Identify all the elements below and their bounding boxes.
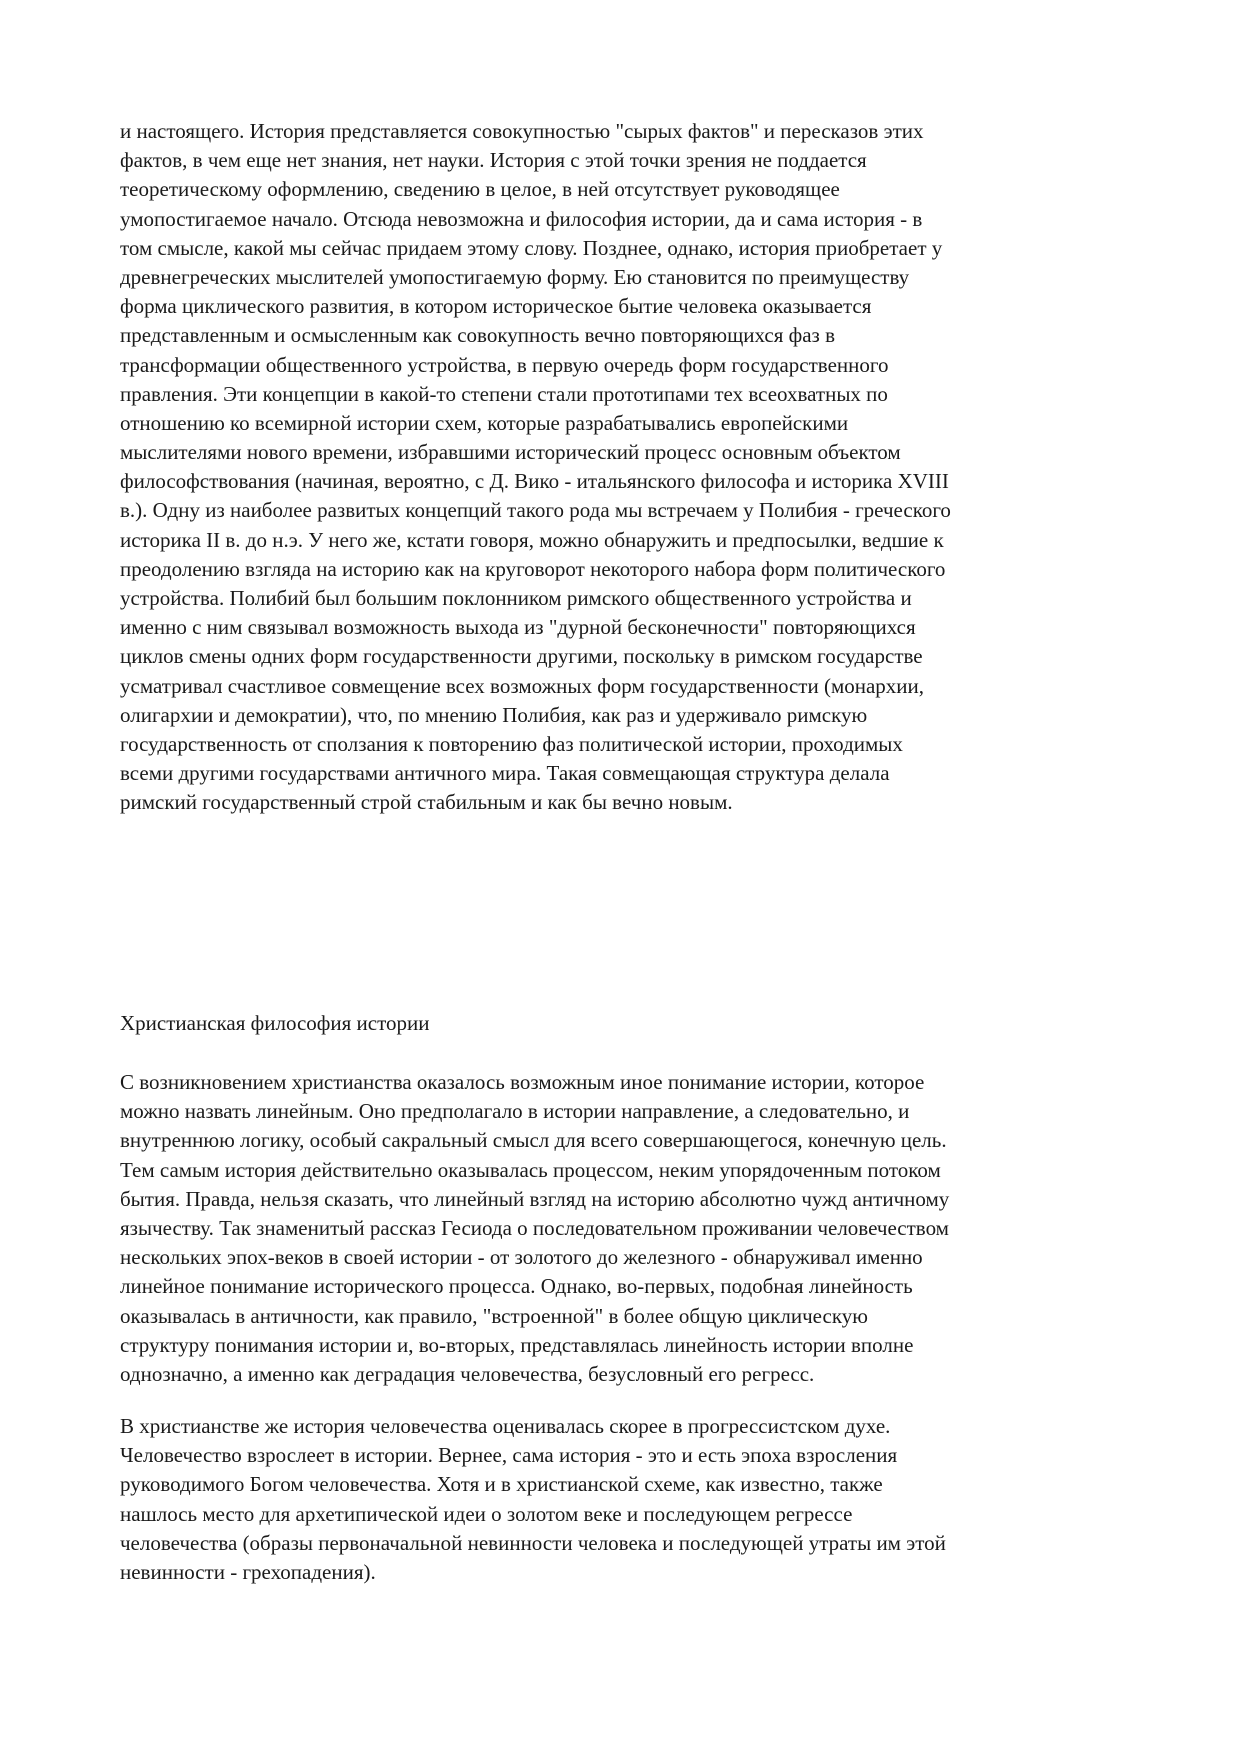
text-line: человечества (образы первоначальной невинности человека и последующей утраты им этой [120, 1530, 946, 1555]
text-line: историка II в. до н.э. У него же, кстати говоря, можно обнаружить и предпосылки, ведшие к [120, 527, 944, 552]
text-line: государственность от сползания к повторению фаз политической истории, проходимых [120, 731, 903, 756]
text-line: трансформации общественного устройства, в первую очередь форм государственного [120, 352, 889, 377]
text-line: форма циклического развития, в котором историческое бытие человека оказывается [120, 294, 872, 319]
text-line: однозначно, а именно как деградация человечества, безусловный его регресс. [120, 1361, 815, 1386]
text-line: бытия. Правда, нельзя сказать, что линейный взгляд на историю абсолютно чужд античному [120, 1186, 950, 1211]
text-line: структуру понимания истории и, во-вторых, представлялась линейность истории вполне [120, 1332, 914, 1357]
text-line: олигархии и демократии), что, по мнению Полибия, как раз и удерживало римскую [120, 702, 868, 727]
text-line: фактов, в чем еще нет знания, нет науки. История с этой точки зрения не поддается [120, 148, 867, 173]
text-line: Тем самым история действительно оказывалась процессом, неким упорядоченным потоком [120, 1157, 941, 1182]
text-line: можно назвать линейным. Оно предполагало в истории направление, а следовательно, и [120, 1099, 910, 1124]
section-heading [120, 1009, 1120, 1038]
text-line: в.). Одну из наиболее развитых концепций такого рода мы встречаем у Полибия - греческого [120, 498, 951, 523]
text-line: отношению ко всемирной истории схем, которые разрабатывались европейскими [120, 410, 849, 435]
paragraph-polybius [120, 117, 1120, 818]
text-line: представленным и осмысленным как совокупность вечно повторяющихся фаз в [120, 323, 836, 348]
text-line: невинности - грехопадения). [120, 1559, 376, 1584]
text-line: оказывалась в античности, как правило, "встроенной" в более общую циклическую [120, 1303, 868, 1328]
text-line: философствования (начиная, вероятно, с Д. Вико - итальянского философа и историка XVIII [120, 469, 949, 494]
text-line: Человечество взрослеет в истории. Вернее, сама история - это и есть эпоха взросления [120, 1443, 898, 1468]
text-line: умопостигаемое начало. Отсюда невозможна и философия истории, да и сама история - в [120, 206, 923, 231]
text-line: нескольких эпох-веков в своей истории - от золотого до железного - обнаруживал именно [120, 1245, 923, 1270]
paragraph-christian-linear-history [120, 1068, 1120, 1389]
text-line: линейное понимание исторического процесса. Однако, во-первых, подобная линейность [120, 1274, 913, 1299]
text-line: В христианстве же история человечества оценивалась скорее в прогрессистском духе. [120, 1414, 891, 1438]
text-line: именно с ним связывал возможность выхода из "дурной бесконечности" повторяющихся [120, 615, 916, 640]
text-line: всеми другими государствами античного мира. Такая совмещающая структура делала [120, 761, 890, 786]
text-line: мыслителями нового времени, избравшими исторический процесс основным объектом [120, 440, 901, 465]
paragraph-christian-progress [120, 1412, 1120, 1587]
text-line: нашлось место для архетипической идеи о золотом веке и последующем регрессе [120, 1501, 853, 1526]
text-line: циклов смены одних форм государственности другими, поскольку в римском государстве [120, 644, 923, 669]
text-line: древнегреческих мыслителей умопостигаемую форму. Ею становится по преимуществу [120, 264, 910, 289]
text-line: язычеству. Так знаменитый рассказ Гесиода о последовательном проживании человечеством [120, 1215, 949, 1240]
text-line: С возникновением христианства оказалось возможным иное понимание истории, которое [120, 1070, 925, 1094]
text-line: руководимого Богом человечества. Хотя и в христианской схеме, как известно, также [120, 1472, 883, 1497]
text-line: внутреннюю логику, особый сакральный смысл для всего совершающегося, конечную цель. [120, 1128, 947, 1153]
text-line: правления. Эти концепции в какой-то степени стали прототипами тех всеохватных по [120, 381, 888, 406]
text-line: теоретическому оформлению, сведению в целое, в ней отсутствует руководящее [120, 177, 840, 202]
text-line: усматривал счастливое совмещение всех возможных форм государственности (монархии, [120, 673, 925, 698]
text-line: том смысле, какой мы сейчас придаем этому слову. Позднее, однако, история приобретает у [120, 235, 943, 260]
text-line: Христианская философия истории [120, 1011, 430, 1035]
text-line: и настоящего. История представляется совокупностью "сырых фактов" и пересказов этих [120, 119, 924, 143]
text-line: преодолению взгляда на историю как на круговорот некоторого набора форм политического [120, 556, 946, 581]
text-line: устройства. Полибий был большим поклонником римского общественного устройства и [120, 586, 912, 610]
text-line: римский государственный строй стабильным и как бы вечно новым. [120, 790, 733, 815]
